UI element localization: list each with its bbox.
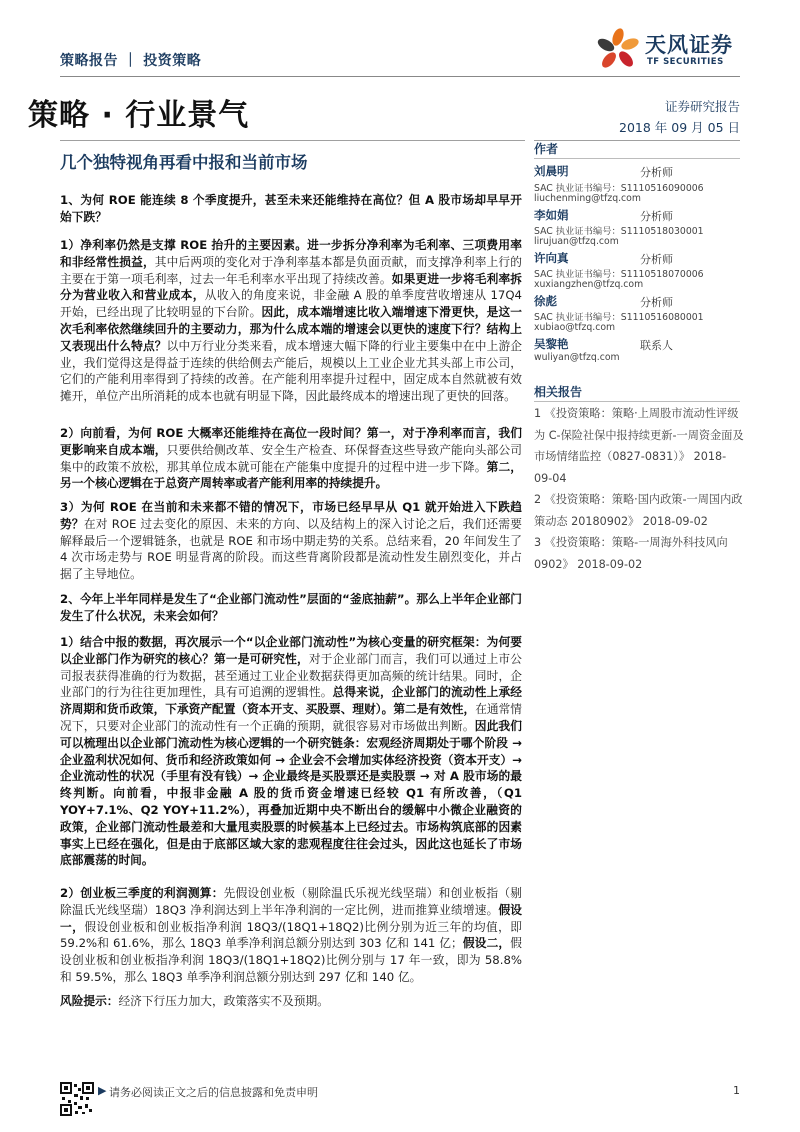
footer-disclaimer: 请务必阅读正文之后的信息披露和免责申明 — [109, 1086, 318, 1099]
disclaimer-marker-icon: ▶ — [98, 1084, 107, 1097]
author-cert: SAC 执业证书编号：S1110516080001 — [534, 312, 704, 323]
author-email[interactable]: xubiao@tfzq.com — [534, 322, 616, 333]
author-name: 徐彪 — [534, 294, 557, 308]
paragraph-1-3: 3）为何 ROE 在当前和未来都不错的情况下，市场已经早早从 Q1 就开始进入下跌趋势？在对 ROE 过去变化的原因、未来的方向、以及结构上的深入讨论之后，我们还需要解释最后一个逻辑链条，也就是 ROE 和市场中期走势的关系。总结来看，20 年间发生了 4 次市场走势与 ROE 明显背离的阶段。而这些背离阶段都是流动性发生剧烈变化，并占据了主导地位。 — [60, 500, 522, 582]
brand-name-en: TF SECURITIES — [647, 57, 724, 67]
author-cert: SAC 执业证书编号：S1110518030001 — [534, 226, 704, 237]
related-reports-divider — [534, 401, 740, 402]
paragraph-2-2: 2）创业板三季度的利润测算：先假设创业板（剔除温氏乐视光线坚瑞）和创业板指（剔除温氏光线坚瑞）18Q3 净利润达到上半年净利润的一定比例，进而推算业绩增速。假设一，假设创业板和创业板指净利润 18Q3/(18Q1+18Q2)比例分别为近三年的均值，即 59.2%和 61.6%，那么 18Q3 单季净利润总额分别达到 303 亿和 141 亿；假设二，假设创业板和创业板指净利润 18Q3/(18Q1+18Q2)比例分别与 17 年一致，即为 58.8%和 59.5%，那么 18Q3 单季净利润总额分别达到 297 亿和 140 亿。 — [60, 886, 522, 984]
authors-divider — [534, 158, 740, 159]
author-role: 分析师 — [640, 166, 673, 179]
section-heading-2: 2、今年上半年同样是发生了“企业部门流动性”层面的“釜底抽薪”。那么上半年企业部门发生了什么状况，未来会如何？ — [60, 592, 522, 623]
author-role: 分析师 — [640, 253, 673, 266]
author-email[interactable]: liuchenming@tfzq.com — [534, 193, 641, 204]
author-email[interactable]: wuliyan@tfzq.com — [534, 352, 620, 363]
author-role: 联系人 — [640, 339, 673, 352]
related-report-item[interactable]: 2 《投资策略：策略·国内政策-一周国内政策动态 20180902》 2018-09-02 — [534, 493, 743, 528]
author-cert: SAC 执业证书编号：S1110518070006 — [534, 269, 704, 280]
report-type: 证券研究报告 — [664, 99, 740, 114]
sidebar-divider — [534, 140, 740, 141]
author-name: 许向真 — [534, 251, 569, 265]
author-name: 李如娟 — [534, 208, 569, 222]
brand-name-cn: 天风证券 — [645, 33, 733, 57]
paragraph-1-1: 1）净利率仍然是支撑 ROE 抬升的主要因素。进一步拆分净利率为毛利率、三项费用率和非经常性损益，其中后两项的变化对于净利率基本都是负面贡献，而支撑净利率上行的主要在于第一项毛利率，过去一年毛利率水平出现了持续改善。如果更进一步将毛利率拆分为营业收入和营业成本，从收入的角度来说，非金融 A 股的单季度营收增速从 17Q4 开始，已经出现了比较明显的下台阶。因此，成本端增速比收入端增速下滑更快，是这一次毛利率依然继续回升的主要动力，那为什么成本端的增速会以更快的速度下行？结构上又表现出什么特点？以中万行业分类来看，成本增速大幅下降的行业主要集中在中上游企业，我们觉得这是得益于连续的供给侧去产能后，规模以上工业企业尤其头部上市公司，它们的产能利用率得到了持续的改善。在产能利用率提升过程中，固定成本自然就被有效摊开，单位产出所消耗的成本也就有明显下降，因此最终成本的增速出现了更快的回落。 — [60, 238, 522, 404]
page-number: 1 — [733, 1084, 740, 1097]
authors-heading: 作者 — [534, 142, 559, 156]
author-name: 吴黎艳 — [534, 337, 569, 351]
related-reports-heading: 相关报告 — [534, 385, 583, 399]
report-category: 策略报告 ｜ 投资策略 — [60, 53, 202, 69]
report-date: 2018 年 09 月 05 日 — [619, 120, 740, 135]
qr-code-icon — [60, 1082, 94, 1116]
related-report-item[interactable]: 3 《投资策略：策略-一周海外科技风向 0902》 2018-09-02 — [534, 536, 728, 571]
paragraph-2-1: 1）结合中报的数据，再次展示一个“以企业部门流动性”为核心变量的研究框架：为何要以企业部门作为研究的核心？第一是可研究性，对于企业部门而言，我们可以通过上市公司报表获得准确的行为数据，甚至通过工业企业数据获得更加高频的统计结果。同时，企业部门的行为往往更加理性，具有可追溯的逻辑性。总得来说，企业部门的流动性上承经济周期和货币政策，下承资产配置（资本开支、买股票、理财）。第二是有效性，在通常情况下，只要对企业部门的流动性有一个正确的预期，就很容易对市场做出判断。因此我们可以梳理出以企业部门流动性为核心逻辑的一个研究链条：宏观经济周期处于哪个阶段 → 企业盈利状况如何、货币和经济政策如何 → 企业会不会增加实体经济投资（资本开支）→ 企业流动性的状况（手里有没有钱）→ 企业最终是买股票还是卖股票 → 对 A 股市场的最终判断。向前看，中报非金融 A 股的货币资金增速已经较 Q1 有所改善，（Q1 YOY+7.1%、Q2 YOY+11.2%），再叠加近期中央不断出台的缓解中小微企业融资的政策，企业部门流动性最差和大量甩卖股票的时候基本上已经过去。市场构筑底部的因素事实上已经在强化，但是由于底部区域大家的悲观程度往往会过头，因此这也延长了市场底部震荡的时间。 — [60, 635, 522, 868]
author-name: 刘晨明 — [534, 164, 569, 178]
author-email[interactable]: xuxiangzhen@tfzq.com — [534, 279, 644, 290]
related-report-item[interactable]: 1 《投资策略：策略·上周股市流动性评级为 C-保险社保中报持续更新-一周资金面及市场情绪监控（0827-0831）》 2018-09-04 — [534, 407, 744, 485]
author-cert: SAC 执业证书编号：S1110516090006 — [534, 183, 704, 194]
flower-logo-icon — [596, 27, 640, 70]
author-role: 分析师 — [640, 296, 673, 309]
page-title: 策略 · 行业景气 — [28, 98, 250, 133]
author-email[interactable]: lirujuan@tfzq.com — [534, 236, 619, 247]
report-subtitle: 几个独特视角再看中报和当前市场 — [60, 153, 308, 172]
risk-warning: 风险提示：经济下行压力加大，政策落实不及预期。 — [60, 994, 329, 1008]
section-heading-1: 1、为何 ROE 能连续 8 个季度提升，甚至未来还能维持在高位？但 A 股市场却早早开始下跌？ — [60, 193, 522, 224]
title-divider — [60, 140, 525, 141]
paragraph-1-2: 2）向前看，为何 ROE 大概率还能维持在高位一段时间？第一，对于净利率而言，我们更影响来自成本端，只要供给侧改革、安全生产检查、环保督查这些导致产能向头部公司集中的政策不放松，那其单位成本就可能在产能集中度提升的过程中进一步下降。第二，另一个核心逻辑在于总资产周转率或者产能利用率的持续提升。 — [60, 426, 522, 491]
author-role: 分析师 — [640, 210, 673, 223]
